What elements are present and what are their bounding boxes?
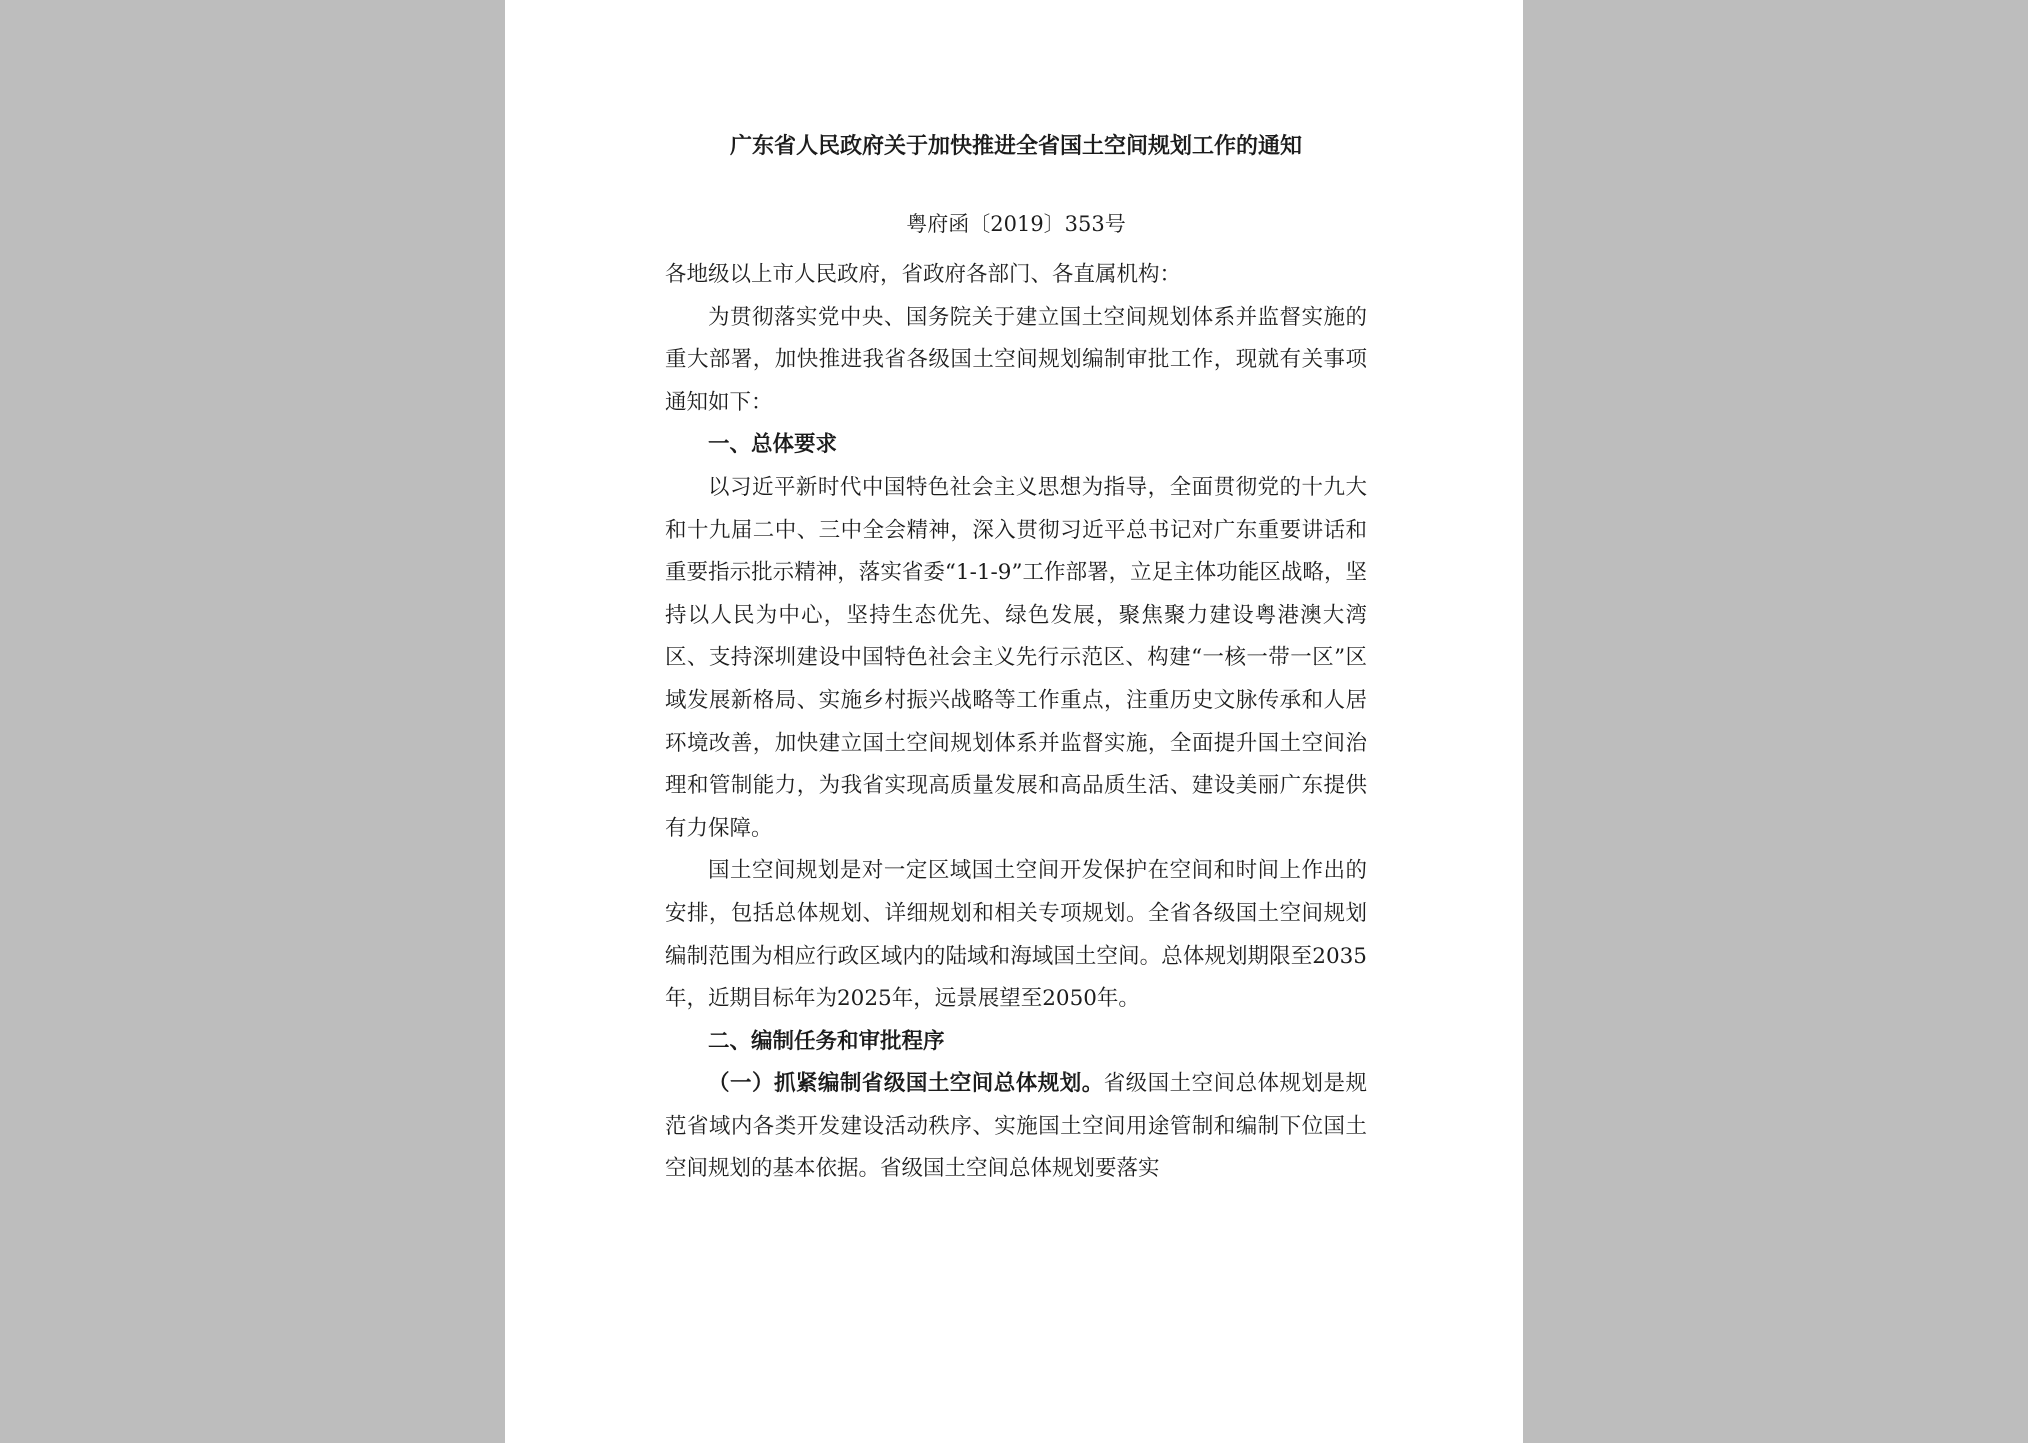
section2-item-1-text: 省级国土空间总体规划是规范省域内各类开发建设活动秩序、实施国土空间用途管制和编制下位国土空间规划的基本依据。省级国土空间总体规划要落实: [665, 1071, 1367, 1182]
section-heading-tasks-and-approval: 二、编制任务和审批程序: [708, 1028, 945, 1054]
section2-item-1-lead: （一）抓紧编制省级国土空间总体规划。: [708, 1071, 1104, 1097]
salutation: 各地级以上市人民政府，省政府各部门、各直属机构：: [665, 262, 1182, 287]
section2-item-1: [665, 1063, 1367, 1191]
document-content: [665, 130, 1367, 1191]
section1-paragraph-1: 以习近平新时代中国特色社会主义思想为指导，全面贯彻党的十九大和十九届二中、三中全会精神，深入贯彻习近平总书记对广东重要讲话和重要指示批示精神，落实省委“1-1-9”工作部署，立足主体功能区战略，坚持以人民为中心，坚持生态优先、绿色发展，聚焦聚力建设粤港澳大湾区、支持深圳建设中国特色社会主义先行示范区、构建“一核一带一区”区域发展新格局、实施乡村振兴战略等工作重点，注重历史文脉传承和人居环境改善，加快建立国土空间规划体系并监督实施，全面提升国土空间治理和管制能力，为我省实现高质量发展和高品质生活、建设美丽广东提供有力保障。: [665, 474, 1367, 841]
document-page: [505, 0, 1523, 1443]
section-heading-general-requirements: 一、总体要求: [708, 432, 838, 458]
document-body: [665, 254, 1367, 1191]
section1-paragraph-2: 国土空间规划是对一定区域国土空间开发保护在空间和时间上作出的安排，包括总体规划、详细规划和相关专项规划。全省各级国土空间规划编制范围为相应行政区域内的陆域和海域国土空间。总体规划期限至2035年，近期目标年为2025年，远景展望至2050年。: [665, 858, 1367, 1012]
document-number: 粤府函〔2019〕353号: [906, 212, 1126, 236]
intro-paragraph: 为贯彻落实党中央、国务院关于建立国土空间规划体系并监督实施的重大部署，加快推进我省各级国土空间规划编制审批工作，现就有关事项通知如下：: [665, 304, 1367, 415]
document-title: 广东省人民政府关于加快推进全省国土空间规划工作的通知: [729, 133, 1302, 159]
